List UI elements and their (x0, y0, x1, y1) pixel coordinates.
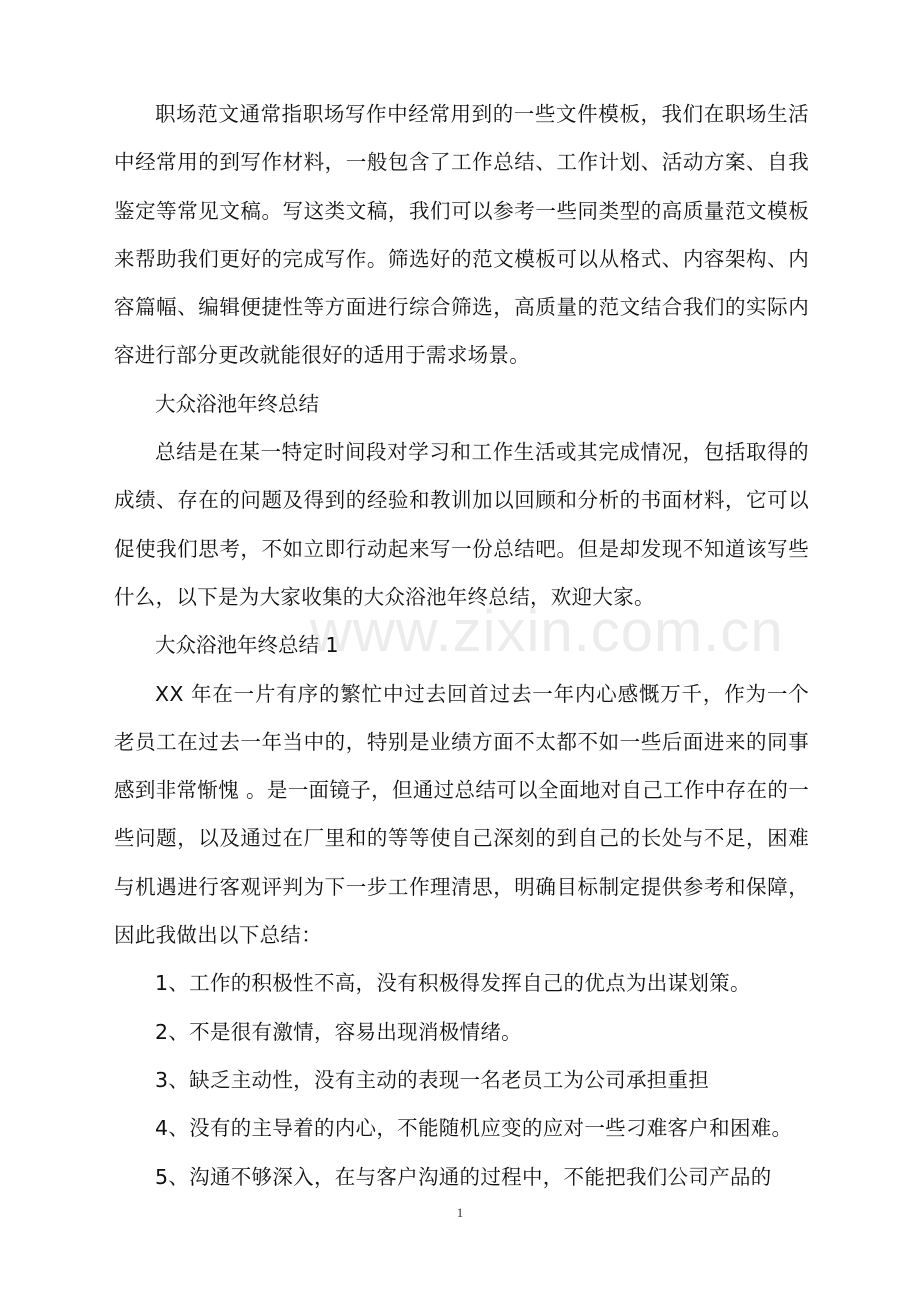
summary-paragraph: 总结是在某一特定时间段对学习和工作生活或其完成情况，包括取得的成绩、存在的问题及得到的经验和教训加以回顾和分析的书面材料，它可以促使我们思考，不如立即行动起来写一份总结吧。但是却发现不知道该写些什么，以下是为大家收集的大众浴池年终总结，欢迎大家。 (114, 440, 809, 609)
page-number: 1 (456, 1205, 464, 1220)
list-item: 4、没有的主导着的内心，不能随机应变的应对一些刁难客户和困难。 (155, 1116, 793, 1141)
list-item: 3、缺乏主动性，没有主动的表现一名老员工为公司承担重担 (155, 1067, 710, 1092)
intro-paragraph: 职场范文通常指职场写作中经常用到的一些文件模板，我们在职场生活中经常用的到写作材料，一般包含了工作总结、工作计划、活动方案、自我鉴定等常见文稿。写这类文稿，我们可以参考一些同类型的高质量范文模板来帮助我们更好的完成写作。筛选好的范文模板可以从格式、内容架构、内容篇幅、编辑便捷性等方面进行综合筛选，高质量的范文结合我们的实际内容进行部分更改就能很好的适用于需求场景。 (114, 102, 809, 368)
section-title: 大众浴池年终总结 1 (155, 633, 339, 658)
document-title: 大众浴池年终总结 (155, 391, 319, 416)
body-paragraph: XX 年在一片有序的繁忙中过去回首过去一年内心感慨万千，作为一个老员工在过去一年当中的，特别是业绩方面不太都不如一些后面进来的同事感到非常惭愧 。是一面镜子，但通过总结可以全面地对自己工作中存在的一些问题，以及通过在厂里和的等等使自己深刻的到自己的长处与不足，困难与机遇进行客观评判为下一步工作理清思，明确目标制定提供参考和保障，因此我做出以下总结： (114, 681, 809, 948)
list-item: 1、工作的积极性不高，没有积极得发挥自己的优点为出谋划策。 (155, 971, 751, 996)
list-item: 5、沟通不够深入，在与客户沟通的过程中，不能把我们公司产品的 (155, 1164, 772, 1189)
list-item: 2、不是很有激情，容易出现消极情绪。 (155, 1019, 522, 1044)
watermark: www.zixin.com.cn (310, 599, 784, 664)
document-body (114, 90, 809, 1201)
